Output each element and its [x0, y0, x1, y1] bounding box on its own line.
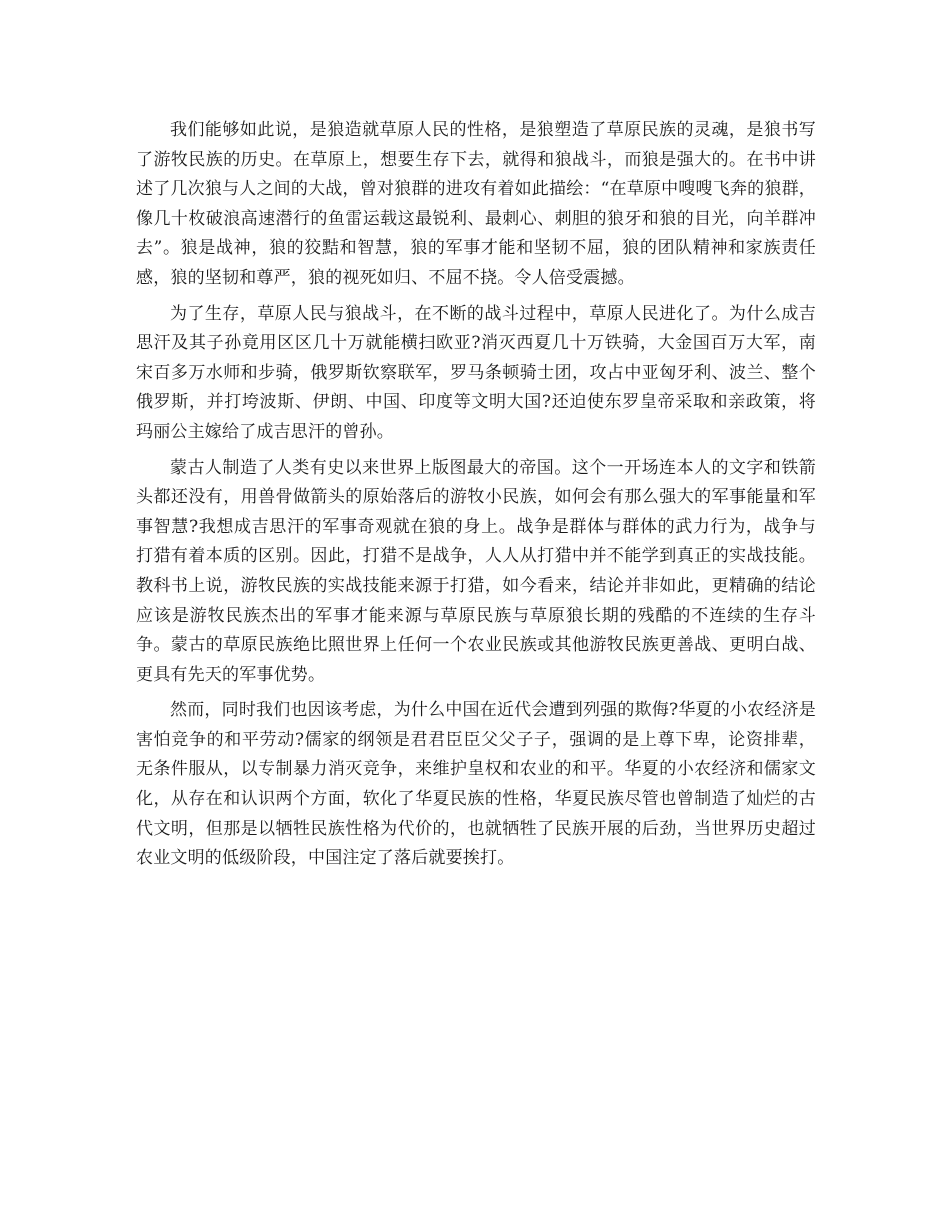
- paragraph-2: 为了生存，草原人民与狼战斗，在不断的战斗过程中，草原人民进化了。为什么成吉思汗及其子孙竟用区区几十万就能横扫欧亚?消灭西夏几十万铁骑，大金国百万大军，南宋百多万水师和步骑，俄罗斯钦察联军，罗马条顿骑士团，攻占中亚匈牙利、波兰、整个俄罗斯，并打垮波斯、伊朗、中国、印度等文明大国?还迫使东罗皇帝采取和亲政策，将玛丽公主嫁给了成吉思汗的曾孙。: [136, 303, 816, 442]
- paragraph-3: 蒙古人制造了人类有史以来世界上版图最大的帝国。这个一开场连本人的文字和铁箭头都还没有，用兽骨做箭头的原始落后的游牧小民族，如何会有那么强大的军事能量和军事智慧?我想成吉思汗的军事奇观就在狼的身上。战争是群体与群体的武力行为，战争与打猎有着本质的区别。因此，打猎不是战争，人人从打猎中并不能学到真正的实战技能。教科书上说，游牧民族的实战技能来源于打猎，如今看来，结论并非如此，更精确的结论应该是游牧民族杰出的军事才能来源与草原民族与草原狼长期的残酷的不连续的生存斗争。蒙古的草原民族绝比照世界上任何一个农业民族或其他游牧民族更善战、更明白战、更具有先天的军事优势。: [136, 457, 816, 685]
- document-body: [136, 116, 816, 880]
- paragraph-4: 然而，同时我们也因该考虑，为什么中国在近代会遭到列强的欺侮?华夏的小农经济是害怕竞争的和平劳动?儒家的纲领是君君臣臣父父子子，强调的是上尊下卑，论资排辈，无条件服从，以专制暴力消灭竞争，来维护皇权和农业的和平。华夏的小农经济和儒家文化，从存在和认识两个方面，软化了华夏民族的性格，华夏民族尽管也曾制造了灿烂的古代文明，但那是以牺牲民族性格为代价的，也就牺牲了民族开展的后劲，当世界历史超过农业文明的低级阶段，中国注定了落后就要挨打。: [136, 700, 816, 869]
- paragraph-1: 我们能够如此说，是狼造就草原人民的性格，是狼塑造了草原民族的灵魂，是狼书写了游牧民族的历史。在草原上，想要生存下去，就得和狼战斗，而狼是强大的。在书中讲述了几次狼与人之间的大战，曾对狼群的进攻有着如此描绘：“在草原中嗖嗖飞奔的狼群，像几十枚破浪高速潜行的鱼雷运载这最锐利、最刺心、刺胆的狼牙和狼的目光，向羊群冲去”。狼是战神，狼的狡黠和智慧，狼的军事才能和坚韧不屈，狼的团队精神和家族责任感，狼的坚韧和尊严，狼的视死如归、不屈不挠。令人倍受震撼。: [136, 120, 816, 288]
